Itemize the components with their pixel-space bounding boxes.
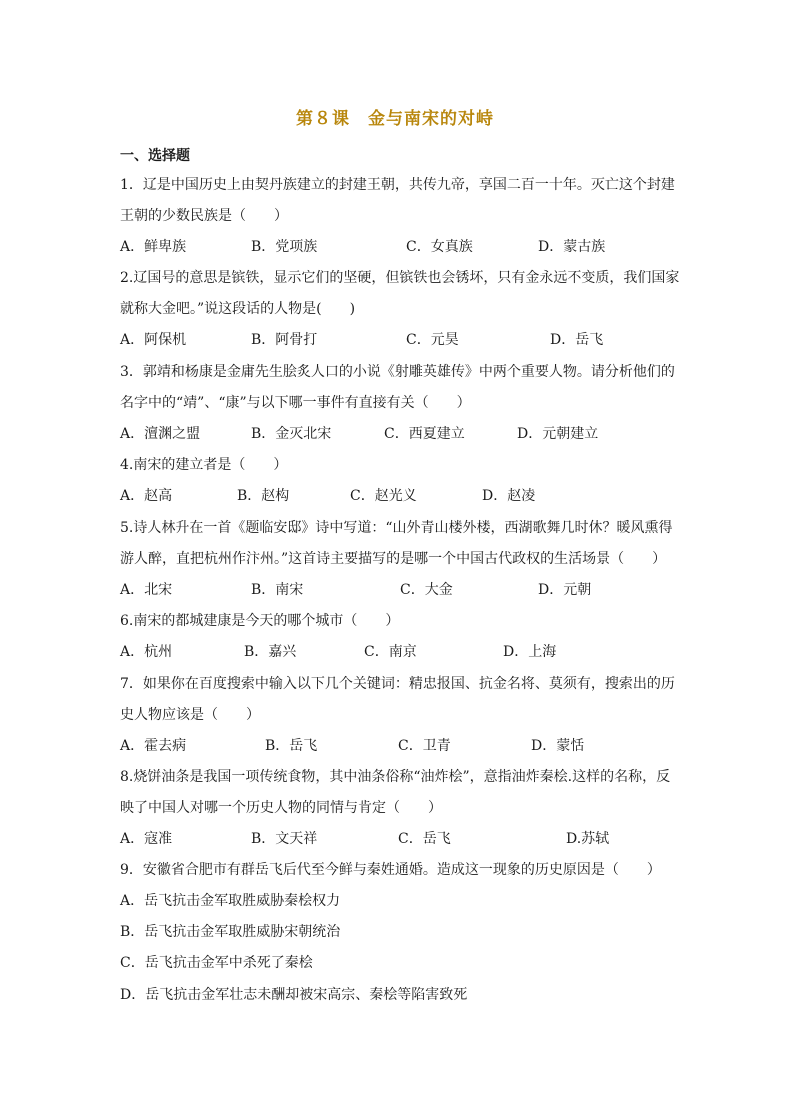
options-row-2 xyxy=(120,325,680,356)
section-heading: 一、选择题 xyxy=(120,148,190,164)
option-c: C．卫青 xyxy=(398,738,451,754)
question-stem-8: 8.烧饼油条是我国一项传统食物，其中油条俗称“油炸桧”，意指油炸秦桧.这样的名称，反映了中国人对哪一个历史人物的同情与肯定（ ） xyxy=(120,769,671,816)
options-row-6 xyxy=(120,637,680,668)
option-d: D．元朝 xyxy=(538,582,592,598)
option-c: C．大金 xyxy=(400,582,453,598)
option-b: B．岳飞 xyxy=(265,738,318,754)
option-a: A．阿保机 xyxy=(120,332,187,348)
option-b: B．岳飞抗击金军取胜威胁宋朝统治 xyxy=(120,924,341,940)
question-stem-5: 5.诗人林升在一首《题临安邸》诗中写道：“山外青山楼外楼，西湖歌舞几时休？暖风熏得游人醉，直把杭州作汴州。”这首诗主要描写的是哪一个中国古代政权的生活场景（ ） xyxy=(120,520,673,567)
option-d: D．元朝建立 xyxy=(517,426,599,442)
question-stem-6: 6.南宋的都城建康是今天的哪个城市（ ） xyxy=(120,613,400,629)
question-stem-9: 9．安徽省合肥市有群岳飞后代至今鲜与秦姓通婚。造成这一现象的历史原因是（ ） xyxy=(120,862,661,878)
option-d: D．蒙古族 xyxy=(538,239,606,255)
option-a: A．霍去病 xyxy=(120,738,187,754)
option-c: C．岳飞 xyxy=(398,831,451,847)
option-d: D．蒙恬 xyxy=(531,738,585,754)
option-c: C．西夏建立 xyxy=(384,426,465,442)
options-row-7 xyxy=(120,731,680,762)
question-stem-3: 3．郭靖和杨康是金庸先生脍炙人口的小说《射雕英雄传》中两个重要人物。请分析他们的名字中的“靖”、“康”与以下哪一事件有直接有关（ ） xyxy=(120,364,675,411)
option-d: D．岳飞抗击金军壮志未酬却被宋高宗、秦桧等陷害致死 xyxy=(120,987,468,1003)
option-b: B．金灭北宋 xyxy=(251,426,332,442)
option-b: B．阿骨打 xyxy=(251,332,318,348)
option-c: C．岳飞抗击金军中杀死了秦桧 xyxy=(120,955,313,971)
option-a: A．岳飞抗击金军取胜威胁秦桧权力 xyxy=(120,893,341,909)
option-d: D．上海 xyxy=(503,644,557,660)
option-a: A．北宋 xyxy=(120,582,173,598)
question-stem-7: 7．如果你在百度搜索中输入以下几个关键词：精忠报国、抗金名将、莫须有，搜索出的历史人物应该是（ ） xyxy=(120,676,675,723)
option-c: C．女真族 xyxy=(406,239,473,255)
option-d: D．赵凌 xyxy=(482,488,536,504)
option-a: A．赵高 xyxy=(120,488,173,504)
option-b: B．南宋 xyxy=(251,582,304,598)
option-a: A．寇准 xyxy=(120,831,173,847)
option-c: C．赵光义 xyxy=(350,488,417,504)
options-row-5 xyxy=(120,575,680,606)
options-row-8 xyxy=(120,824,680,855)
option-c: C．元昊 xyxy=(406,332,459,348)
options-row-1 xyxy=(120,232,680,263)
option-b: B．赵构 xyxy=(237,488,290,504)
option-a: A．鲜卑族 xyxy=(120,239,187,255)
option-a: A．杭州 xyxy=(120,644,173,660)
option-d: D.苏轼 xyxy=(566,831,610,847)
option-b: B．文天祥 xyxy=(251,831,318,847)
option-d: D．岳飞 xyxy=(550,332,604,348)
question-stem-4: 4.南宋的建立者是（ ） xyxy=(120,457,288,473)
option-a: A．澶渊之盟 xyxy=(120,426,201,442)
option-b: B．党项族 xyxy=(251,239,318,255)
options-row-4 xyxy=(120,481,680,512)
options-row-3 xyxy=(120,419,680,450)
option-b: B．嘉兴 xyxy=(244,644,297,660)
question-stem-2: 2.辽国号的意思是镔铁，显示它们的坚硬，但镔铁也会锈坏，只有金永远不变质，我们国家就称大金吧。”说这段话的人物是( ) xyxy=(120,270,680,317)
option-c: C．南京 xyxy=(364,644,417,660)
question-stem-1: 1．辽是中国历史上由契丹族建立的封建王朝，共传九帝，享国二百一十年。灭亡这个封建王朝的少数民族是（ ） xyxy=(120,177,675,224)
page-title: 第８课 金与南宋的对峙 xyxy=(296,109,494,129)
